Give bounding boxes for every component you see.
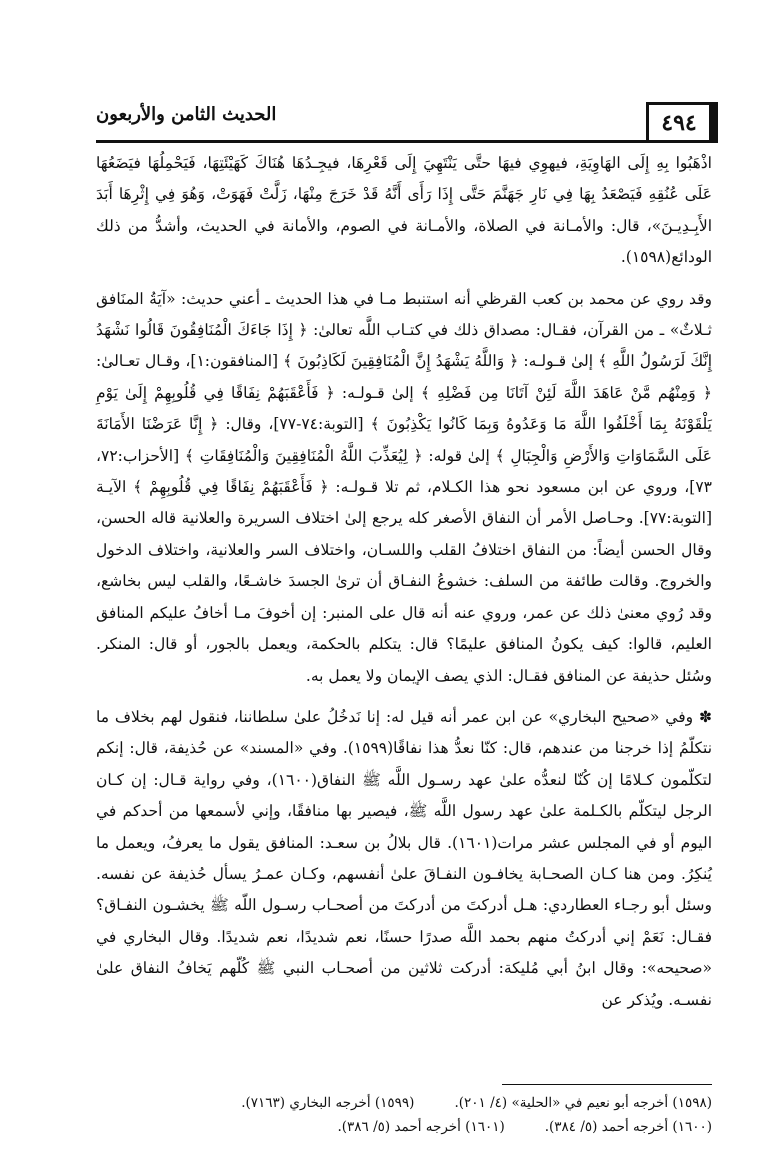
- paragraph-bukhari: ✽ وفي «صحيح البخاري» عن ابن عمر أنه قيل له: إنا نَدخُلُ علىٰ سلطاننا، فنقول لهم بخلاف ما نتكلّمُ إذا خرجنا من عندهم، قال: كنّا نعدُّ هذا نفاقًا(١٥٩٩). وفي «المسند» عن حُذيفة، قال: إنكم لتكلّمون كـلامًا إن كُنّا لنعدُّه علىٰ عهد رسـول اللَّه ﷺ النفاق(١٦٠٠)، وفي رواية قـال: إن كـان الرجل ليتكلّم بالكـلمة علىٰ عهد رسول اللَّه ﷺ، فيصير بها منافقًا، وإني لأسمعها من أحدكم في اليوم أو في المجلس عشر مرات(١٦٠١). قال بلالُ بن سعـد: المنافق يقول ما يعرفُ، ويعمل ما يُنكِرُ. ومن هنا كـان الصحـابة يخافـون النفـاقَ علىٰ أنفسهم، وكـان عمـرُ يسأل حُذيفة عن نفسه. وسئل أبو رجـاء العطاردي: هـل أدركتَ من أدركتَ من أصحـاب رسـول اللّه ﷺ يخشـون النفـاق؟ فقـال: نَعَمْ إني أدركتُ منهم بحمد اللَّه صدرًا حسنًا، نعم شديدًا، نعم شديدًا. وقال البخاري في «صحيحه»: وقال ابنُ أبي مُليكة: أدركت ثلاثين من أصحـاب النبي ﷺ كُلّهم يَخافُ النفاق علىٰ نفسـه. ويُذكر عن: [96, 707, 713, 1009]
- paragraph-qurtubi: وقد روي عن محمد بن كعب القرظي أنه استنبط مـا في هذا الحديث ـ أعني حديث: «آيَةُ المنَافق ثـلاثٌ» ـ من القرآن، فقـال: مصداق ذلك في كتـاب اللَّه تعالىٰ: ﴿ إِذَا جَاءَكَ الْمُنَافِقُونَ قَالُوا نَشْهَدُ إِنَّكَ لَرَسُولُ اللَّهِ ﴾ إلىٰ قـولـه: ﴿ وَاللَّهُ يَشْهَدُ إِنَّ الْمُنَافِقِينَ لَكَاذِبُونَ ﴾ [المنافقون:١]، وقـال تعـالىٰ: ﴿ وَمِنْهُم مَّنْ عَاهَدَ اللَّهَ لَئِنْ آتَانَا مِن فَضْلِهِ ﴾ إلىٰ قـولـه: ﴿ فَأَعْقَبَهُمْ نِفَاقًا فِي قُلُوبِهِمْ إِلَىٰ يَوْمِ يَلْقَوْنَهُ بِمَا أَخْلَفُوا اللَّهَ مَا وَعَدُوهُ وَبِمَا كَانُوا يَكْذِبُونَ ﴾ [التوبة:٧٤-٧٧]، وقال: ﴿ إِنَّا عَرَضْنَا الأَمَانَةَ عَلَى السَّمَاوَاتِ وَالأَرْضِ وَالْجِبَالِ ﴾ إلىٰ قوله: ﴿ لِيُعَذِّبَ اللَّهُ الْمُنَافِقِينَ وَالْمُنَافِقَاتِ ﴾ [الأحزاب:٧٢، ٧٣]، وروي عن ابن مسعود نحو هذا الكـلام، ثم تلا قـولـه: ﴿ فَأَعْقَبَهُمْ نِفَاقًا فِي قُلُوبِهِمْ ﴾ الآيـة [التوبة:٧٧]. وحـاصل الأمر أن النفاق الأصغر كله يرجع إلىٰ اختلاف السريرة والعلانية قاله الحسن، وقال الحسن أيضاً: من النفاق اختلافُ القلب واللسـان، واختلاف السر والعلانية، واختلاف الدخول والخروج. وقالت طائفة من السلف: خشوعُ النفـاق أن ترىٰ الجسدَ خاشـعًا، والقلب ليس بخاشع، وقد رُوي معنىٰ ذلك عن عمر، وروي عنه أنه قال على المنبر: إن أخوفَ مـا أخافُ عليكم المنافق العليم، قالوا: كيف يكونُ المنافق عليمًا؟ قال: يتكلم بالحكمة، ويعمل بالجور، أو قال: المنكر. وسُئل حذيفة عن المنافق فقـال: الذي يصف الإيمان ولا يعمل به.: [96, 289, 712, 685]
- main-text: [96, 148, 712, 1016]
- footnotes: [96, 1084, 712, 1139]
- footnote-1601: (١٦٠١) أخرجه أحمد (٥/ ٣٨٦).: [337, 1119, 505, 1135]
- page-number: ٤٩٤: [646, 102, 712, 140]
- footnote-divider: [502, 1084, 712, 1085]
- page-header: [96, 100, 712, 143]
- footnote-row-2: [96, 1115, 712, 1139]
- footnote-1598: (١٥٩٨) أخرجه أبو نعيم في «الحلية» (٤/ ٢٠١).: [454, 1095, 712, 1111]
- running-title: الحديث الثامن والأربعون: [96, 104, 277, 125]
- footnote-row-1: [96, 1091, 712, 1115]
- footnote-1600: (١٦٠٠) أخرجه أحمد (٥/ ٣٨٤).: [544, 1119, 712, 1135]
- paragraph-hadith-end: اذْهَبُوا بِهِ إِلَى الهَاوِيَةِ، فيهوِي فيهَا حتَّى يَنْتَهِيَ إِلَى قَعْرِهَا، فيجِـدُهَا هُنَاكَ كَهَيْئَتِهَا، فَيَحْمِلُهَا فيَضَعُهَا عَلَى عُنُقِهِ فَيَصْعَدُ بِهَا فِي نَارِ جَهَنَّمَ حَتَّى إِذَا رَأَى أَنَّهُ قَدْ خَرَجَ مِنْهَا، زَلَّتْ فَهَوَتْ، وَهُوَ فِي إِثْرِهَا أَبَدَ الأَبِـدِيـنَ»، قال: والأمـانة في الصلاة، والأمـانة في الصوم، والأمانة في الحديث، وأشدُّ من ذلك الودائع(١٥٩٨).: [96, 154, 712, 267]
- footnote-1599: (١٥٩٩) أخرجه البخاري (٧١٦٣).: [241, 1095, 415, 1111]
